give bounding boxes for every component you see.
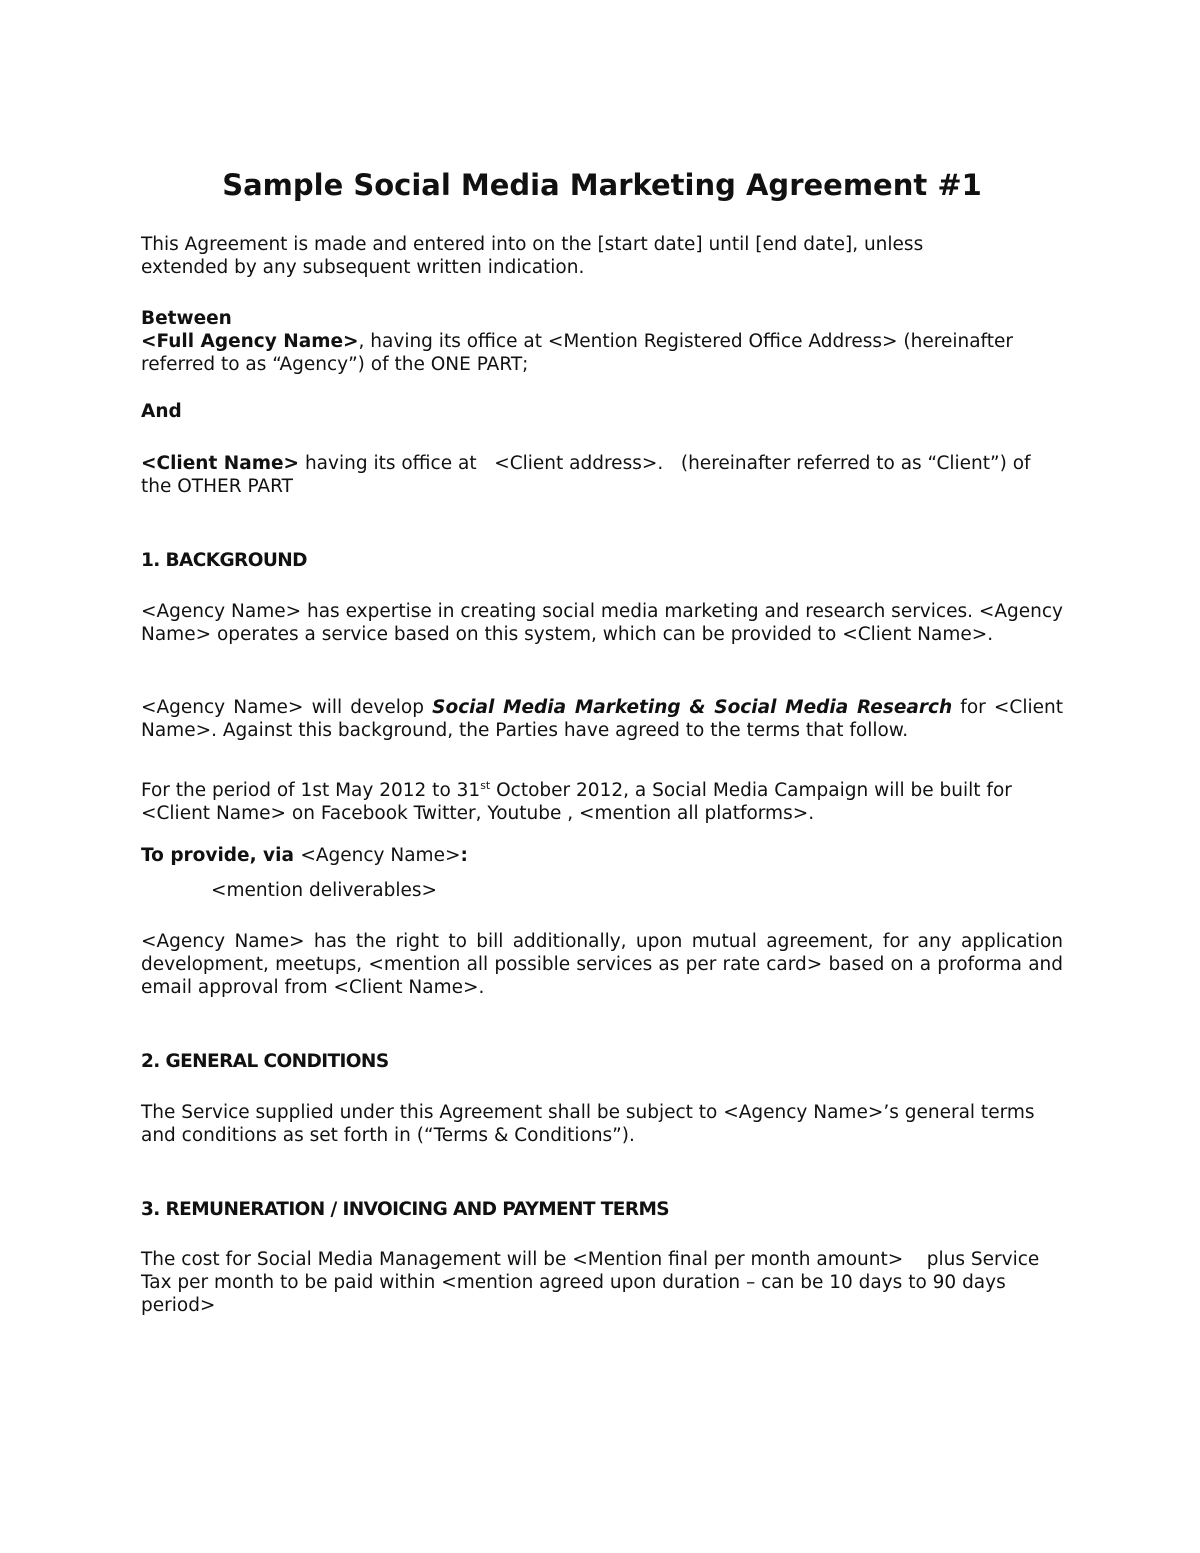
client-party (141, 452, 1056, 498)
provide-agency: <Agency Name> (300, 845, 461, 866)
provide-colon: : (460, 845, 468, 866)
intro-paragraph: This Agreement is made and entered into on the [start date] until [end date], unless extended by any subsequent written indication. (141, 234, 924, 278)
agency-party (141, 330, 1063, 376)
service-emphasis: Social Media Marketing & Social Media Research (432, 697, 953, 718)
agency-placeholder: <Full Agency Name> (141, 331, 359, 352)
between-block (141, 307, 1063, 376)
background-paragraph-2 (141, 696, 1063, 742)
paragraph-2-end: for <Client Name>. Against this background, the Parties have agreed to the terms that follow. (141, 697, 1063, 741)
document-page (141, 0, 1063, 1553)
agency-party-text: , having its office at <Mention Registered Office Address> (hereinafter referred to as “Agency”) of the ONE PART; (141, 331, 1013, 375)
ordinal-suffix: st (480, 778, 491, 792)
provide-line (141, 844, 1063, 867)
client-placeholder: <Client Name> (141, 453, 300, 474)
between-label: Between (141, 308, 232, 329)
campaign-period-paragraph (141, 779, 1041, 825)
section-2-heading: 2. GENERAL CONDITIONS (141, 1051, 389, 1072)
background-paragraph-1: <Agency Name> has expertise in creating social media marketing and research services. <Agency Name> operates a service based on this system, which can be provided to <Client Name>. (141, 601, 1063, 645)
document-title: Sample Social Media Marketing Agreement #1 (222, 168, 982, 202)
paragraph-2-start: <Agency Name> will develop (141, 697, 433, 718)
provide-label: To provide, via (141, 845, 301, 866)
period-end-text: October 2012, a Social Media Campaign will be built for <Client Name> on Facebook Twitter, Youtube , <mention all platforms>. (141, 780, 1012, 824)
section-1-heading: 1. BACKGROUND (141, 550, 307, 571)
general-conditions-paragraph: The Service supplied under this Agreement shall be subject to <Agency Name>’s general terms and conditions as set forth in (“Terms & Conditions”). (141, 1102, 1035, 1146)
section-3-heading: 3. REMUNERATION / INVOICING AND PAYMENT TERMS (141, 1199, 670, 1220)
billing-paragraph: <Agency Name> has the right to bill additionally, upon mutual agreement, for any application development, meetups, <mention all possible services as per rate card> based on a proforma and email approval from <Client Name>. (141, 931, 1063, 998)
deliverables-line: <mention deliverables> (211, 880, 438, 901)
client-party-text: having its office at <Client address>. (hereinafter referred to as “Client”) of the OTHER PART (141, 453, 1037, 497)
and-label: And (141, 401, 182, 422)
remuneration-paragraph: The cost for Social Media Management will be <Mention final per month amount> plus Service Tax per month to be paid within <mention agreed upon duration – can be 10 days to 90 days period> (141, 1249, 1046, 1316)
period-start-text: For the period of 1st May 2012 to 31 (141, 780, 481, 801)
